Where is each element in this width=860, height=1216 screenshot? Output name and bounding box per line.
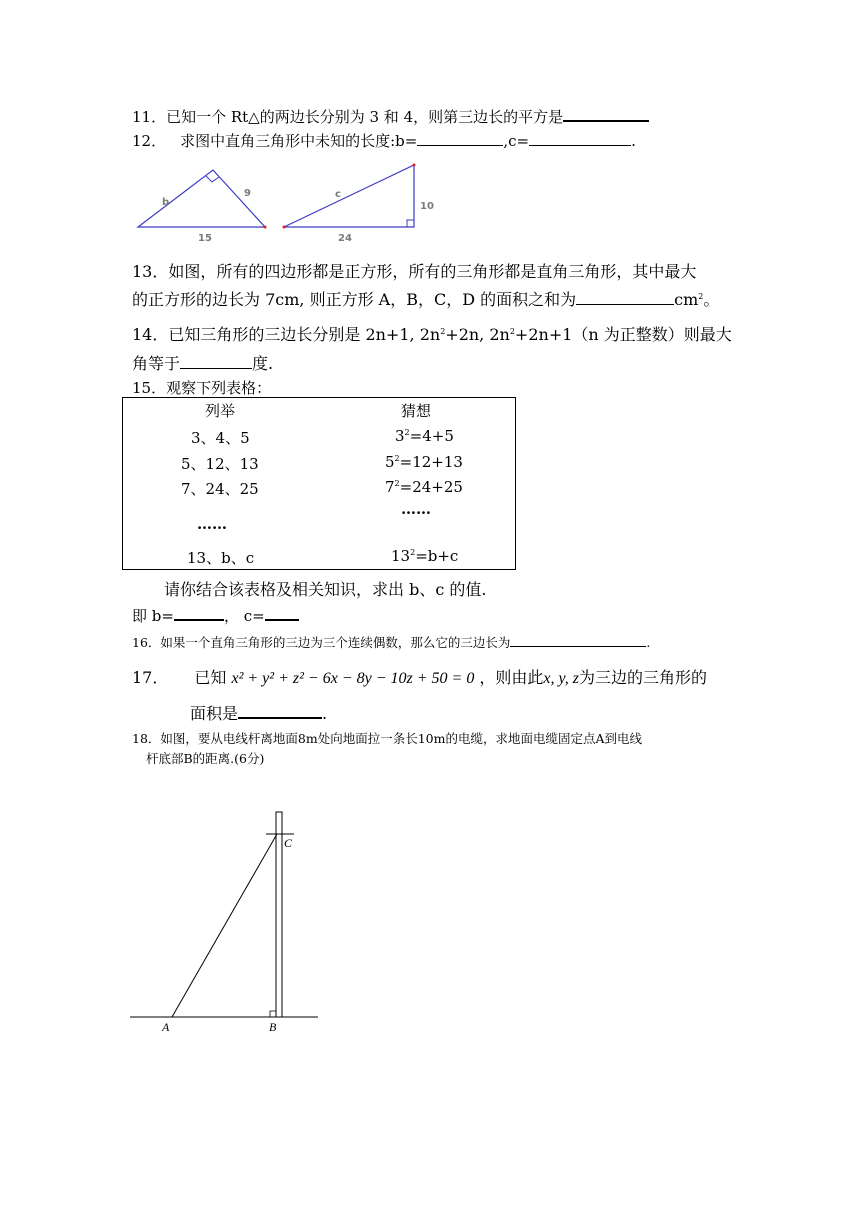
question-11-number: 11． <box>132 108 167 126</box>
question-17-line-1 <box>132 668 707 689</box>
table-ellipsis-left: …… <box>197 515 227 533</box>
question-15-title: 15．观察下列表格： <box>132 379 272 397</box>
right-angle-mark <box>270 1011 276 1017</box>
table-row-3-left: 7、24、25 <box>181 480 259 498</box>
answer-blank-15-b[interactable] <box>174 605 224 621</box>
question-12-end: . <box>631 132 636 150</box>
question-18-line-2: 杆底部B的距离.(6分) <box>146 751 265 766</box>
question-17-tail: 为三边的三角形的 <box>578 668 707 687</box>
answer-blank-16[interactable] <box>510 634 646 647</box>
question-16-end: . <box>646 635 651 650</box>
label-c: c <box>335 189 341 200</box>
triangle-2 <box>283 164 434 245</box>
question-14-line-1 <box>132 322 732 345</box>
question-14-text-b: +2n, 2n <box>445 325 510 344</box>
triangle-2-shape <box>284 165 414 227</box>
question-17-after: ，则由此 <box>479 668 544 687</box>
answer-c-label: ， c= <box>223 607 265 625</box>
cable-line <box>172 834 277 1017</box>
question-15-instruction: 请你结合该表格及相关知识，求出 b、c 的值. <box>164 580 487 599</box>
right-angle-mark <box>206 176 219 182</box>
question-12-number: 12． <box>132 132 167 150</box>
exponent: 2 <box>509 327 515 336</box>
answer-blank-15-c[interactable] <box>265 605 299 621</box>
right-angle-mark <box>407 220 414 227</box>
label-b: b <box>162 197 170 208</box>
table-header-guess: 猜想 <box>401 402 432 420</box>
exponent: 2 <box>440 327 446 336</box>
observation-table <box>122 397 516 570</box>
table-last-left: 13、b、c <box>187 549 255 567</box>
label-b-point: B <box>269 1020 277 1034</box>
question-16-text: 16．如果一个直角三角形的三边为三个连续偶数，那么它的三边长为 <box>132 635 511 650</box>
vertex-dot <box>264 226 267 229</box>
table-ellipsis-right: …… <box>401 500 431 518</box>
answer-blank-14[interactable] <box>180 354 252 369</box>
label-9: 9 <box>244 188 251 199</box>
question-17-area-label: 面积是 <box>190 704 239 723</box>
table-row-1-left: 3、4、5 <box>191 429 250 447</box>
vertex-dot <box>283 226 286 229</box>
table-row-2-right: $5^2=12+13$ <box>385 453 463 471</box>
question-13-line-1: 13．如图，所有的四边形都是正方形，所有的三角形都是直角三角形，其中最大 <box>132 262 697 281</box>
label-c-point: C <box>284 836 293 850</box>
label-24: 24 <box>338 233 352 244</box>
question-15-answer-line <box>132 605 299 626</box>
question-11-text: 已知一个 Rt△的两边长分别为 3 和 4，则第三边长的平方是 <box>166 108 564 126</box>
table-row-1-right: $3^2=4+5$ <box>395 427 454 445</box>
question-17-line-2 <box>190 703 327 724</box>
utility-pole <box>276 812 282 1017</box>
table-row-3-right: $7^2=24+25$ <box>385 478 463 496</box>
question-14-text-c: +2n+1（n 为正整数）则最大 <box>514 325 732 344</box>
label-10: 10 <box>420 201 434 212</box>
question-13-line-2 <box>132 287 719 310</box>
question-14-text-d: 角等于 <box>132 354 181 373</box>
table-header-list: 列举 <box>205 402 236 420</box>
answer-blank-17[interactable] <box>238 703 322 719</box>
table-last-right: $13^2=b+c$ <box>391 547 459 565</box>
triangles-figure <box>130 160 434 250</box>
question-13-text: 的正方形的边长为 7cm, 则正方形 A，B，C，D 的面积之和为 <box>132 290 577 309</box>
triangle-1 <box>138 170 267 244</box>
question-17-end: . <box>322 704 328 723</box>
answer-b-label: 即 b= <box>132 607 174 625</box>
answer-blank-12-b[interactable] <box>417 131 503 146</box>
vertex-dot <box>413 164 416 167</box>
question-16 <box>132 633 650 651</box>
label-a-point: A <box>162 1020 170 1034</box>
question-17-vars: x, y, z <box>543 670 579 687</box>
question-12 <box>132 131 636 151</box>
question-14-line-2 <box>132 354 273 374</box>
question-12-text: 求图中直角三角形中未知的长度:b= <box>180 132 418 150</box>
answer-blank-12-c[interactable] <box>529 131 631 146</box>
question-17-number: 17． <box>132 668 169 687</box>
answer-blank-11[interactable] <box>563 106 649 122</box>
label-15: 15 <box>198 233 212 244</box>
question-17-lead: 已知 <box>194 668 227 687</box>
pole-figure <box>120 800 340 1050</box>
question-11 <box>132 106 649 127</box>
table-row-2-left: 5、12、13 <box>181 455 259 473</box>
answer-blank-13[interactable] <box>576 290 674 305</box>
unit-cm: cm <box>674 290 699 309</box>
question-12-mid: ,c= <box>503 132 530 150</box>
question-13-end: 。 <box>703 290 720 309</box>
question-14-text-e: 度. <box>252 354 274 373</box>
question-18-line-1: 18．如图，要从电线杆离地面8m处向地面拉一条长10m的电缆，求地面电缆固定点A到电线 <box>132 731 642 746</box>
unit-exponent: 2 <box>698 292 704 301</box>
question-14-text-a: 14．已知三角形的三边长分别是 2n+1, 2n <box>132 325 441 344</box>
question-17-equation: x² + y² + z² − 6x − 8y − 10z + 50 = 0 <box>231 670 475 687</box>
